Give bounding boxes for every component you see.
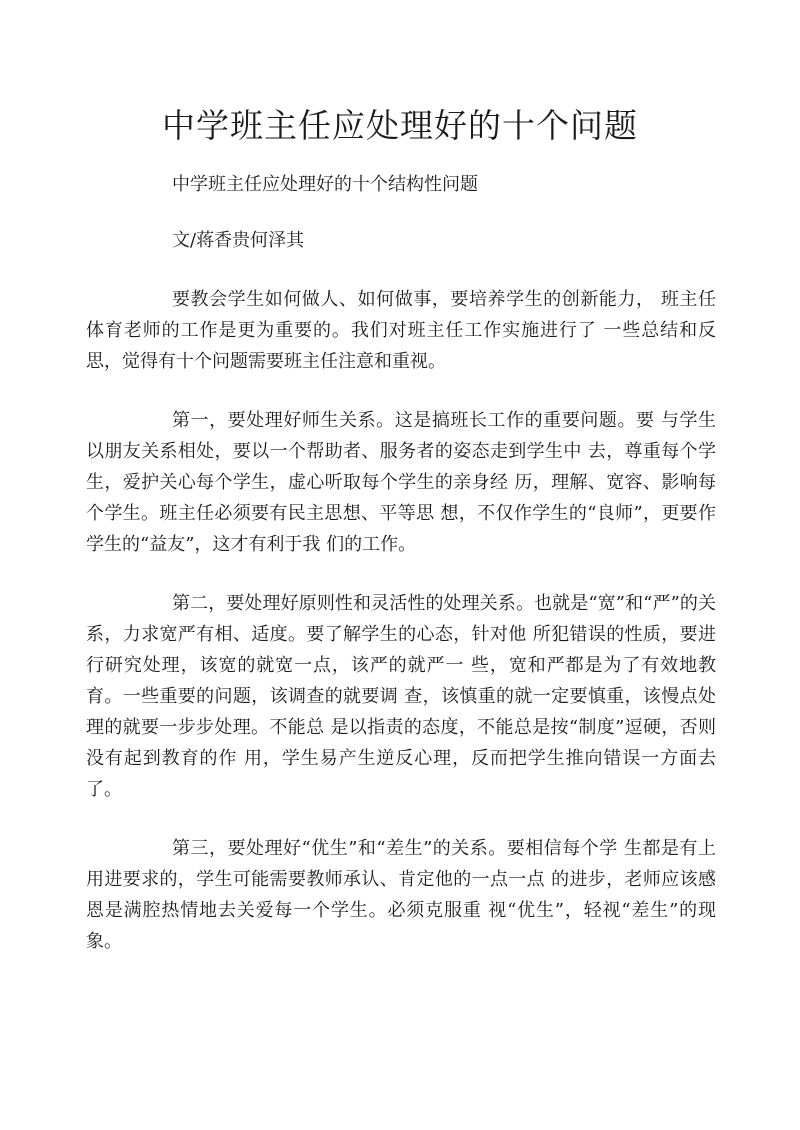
paragraph-first: 第一，要处理好师生关系。这是搞班长工作的重要问题。要 与学生以朋友关系相处，要以一个帮助者、服务者的姿态走到学生中 去，尊重每个学生，爱护关心每个学生，虚心听取每个学生的亲身经 历，理解、宽容、影响每个学生。班主任必须要有民主思想、平等思 想，不仅作学生的“良师”，更要作学生的“益友”，这才有利于我 们的工作。 bbox=[86, 410, 716, 555]
paragraph-intro: 要教会学生如何做人、如何做事，要培养学生的创新能力， 班主任体育老师的工作是更为重要的。我们对班主任工作实施进行了 一些总结和反思，觉得有十个问题需要班主任注意和重视。 bbox=[86, 289, 716, 372]
author-line: 文/蒋香贵何泽其 bbox=[172, 230, 305, 251]
paragraph-second: 第二，要处理好原则性和灵活性的处理关系。也就是“宽”和“严”的关系，力求宽严有相、适度。要了解学生的心态，针对他 所犯错误的性质，要进行研究处理，该宽的就宽一点，该严的就严一 些，宽和严都是为了有效地教育。一些重要的问题，该调查的就要调 查，该慎重的就一定要慎重，该慢点处理的就要一步步处理。不能总 是以指责的态度，不能总是按“制度”逗硬，否则没有起到教育的作 用，学生易产生逆反心理，反而把学生推向错误一方面去了。 bbox=[86, 593, 716, 800]
paragraph-third: 第三，要处理好“优生”和“差生”的关系。要相信每个学 生都是有上用进要求的，学生可能需要教师承认、肯定他的一点一点 的进步，老师应该感恩是满腔热情地去关爱每一个学生。必须克服重 视“优生”，轻视“差生”的现象。 bbox=[86, 838, 716, 952]
document-title: 中学班主任应处理好的十个问题 bbox=[162, 106, 638, 145]
document-body bbox=[86, 284, 716, 985]
document-subtitle: 中学班主任应处理好的十个结构性问题 bbox=[172, 174, 478, 195]
